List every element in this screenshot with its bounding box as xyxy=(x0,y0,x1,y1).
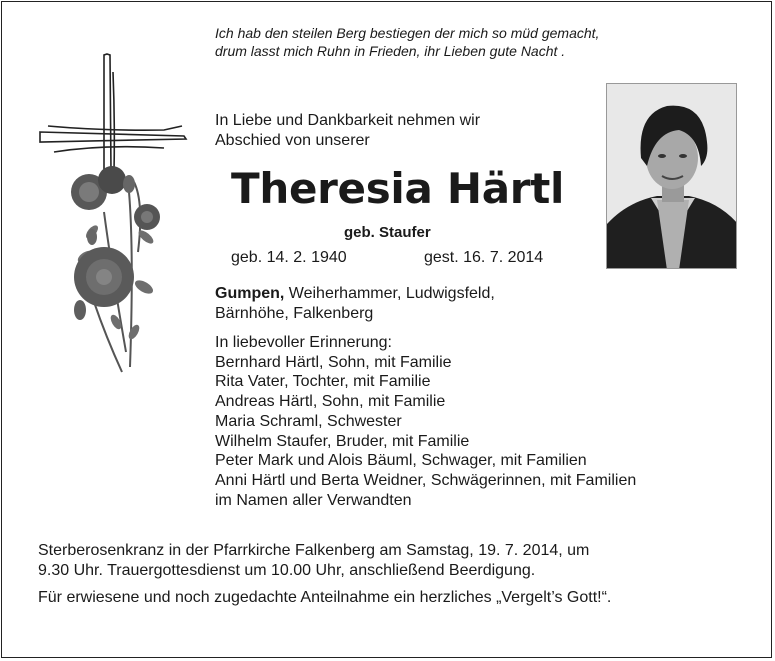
list-item: Wilhelm Staufer, Bruder, mit Familie xyxy=(215,432,470,450)
intro-text xyxy=(215,111,480,151)
motto-line: drum lasst mich Ruhn in Frieden, ihr Lieben gute Nacht . xyxy=(215,43,566,59)
funeral-info xyxy=(38,541,738,581)
portrait-photo xyxy=(606,83,737,269)
list-item: Maria Schraml, Schwester xyxy=(215,412,402,430)
funeral-line: 9.30 Uhr. Trauergottesdienst um 10.00 Uhr, anschließend Beerdigung. xyxy=(38,562,536,579)
list-item: Anni Härtl und Berta Weidner, Schwägerinnen, mit Familien xyxy=(215,471,637,489)
list-item: im Namen aller Verwandten xyxy=(215,491,412,509)
list-item: Rita Vater, Tochter, mit Familie xyxy=(215,373,431,391)
list-item: Bernhard Härtl, Sohn, mit Familie xyxy=(215,353,452,371)
places-list xyxy=(215,284,555,324)
thanks-line: Für erwiesene und noch zugedachte Anteilnahme ein herzliches „Vergelt’s Gott!“. xyxy=(38,589,612,606)
maiden-name: geb. Staufer xyxy=(344,224,431,241)
death-date: gest. 16. 7. 2014 xyxy=(424,249,544,266)
intro-line: In Liebe und Dankbarkeit nehmen wir xyxy=(215,112,481,129)
place-rest: Weiherhammer, Ludwigsfeld, xyxy=(284,285,495,302)
list-item: In liebevoller Erinnerung: xyxy=(215,334,392,351)
list-item: Andreas Härtl, Sohn, mit Familie xyxy=(215,393,446,411)
place-main: Gumpen, xyxy=(215,285,285,302)
motto-verse xyxy=(215,24,599,60)
portrait-image xyxy=(607,84,737,269)
motto-line: Ich hab den steilen Berg bestiegen der mich so müd gemacht, xyxy=(215,25,600,41)
list-item: Peter Mark und Alois Bäuml, Schwager, mit Familien xyxy=(215,452,587,470)
funeral-line: Sterberosenkranz in der Pfarrkirche Falkenberg am Samstag, 19. 7. 2014, um xyxy=(38,542,590,559)
deceased-name: Theresia Härtl xyxy=(231,164,565,213)
place-line: Bärnhöhe, Falkenberg xyxy=(215,305,374,322)
birth-date: geb. 14. 2. 1940 xyxy=(231,249,347,266)
mourners-list xyxy=(215,333,636,510)
cross-with-roses-icon xyxy=(34,52,194,377)
intro-line: Abschied von unserer xyxy=(215,132,370,149)
